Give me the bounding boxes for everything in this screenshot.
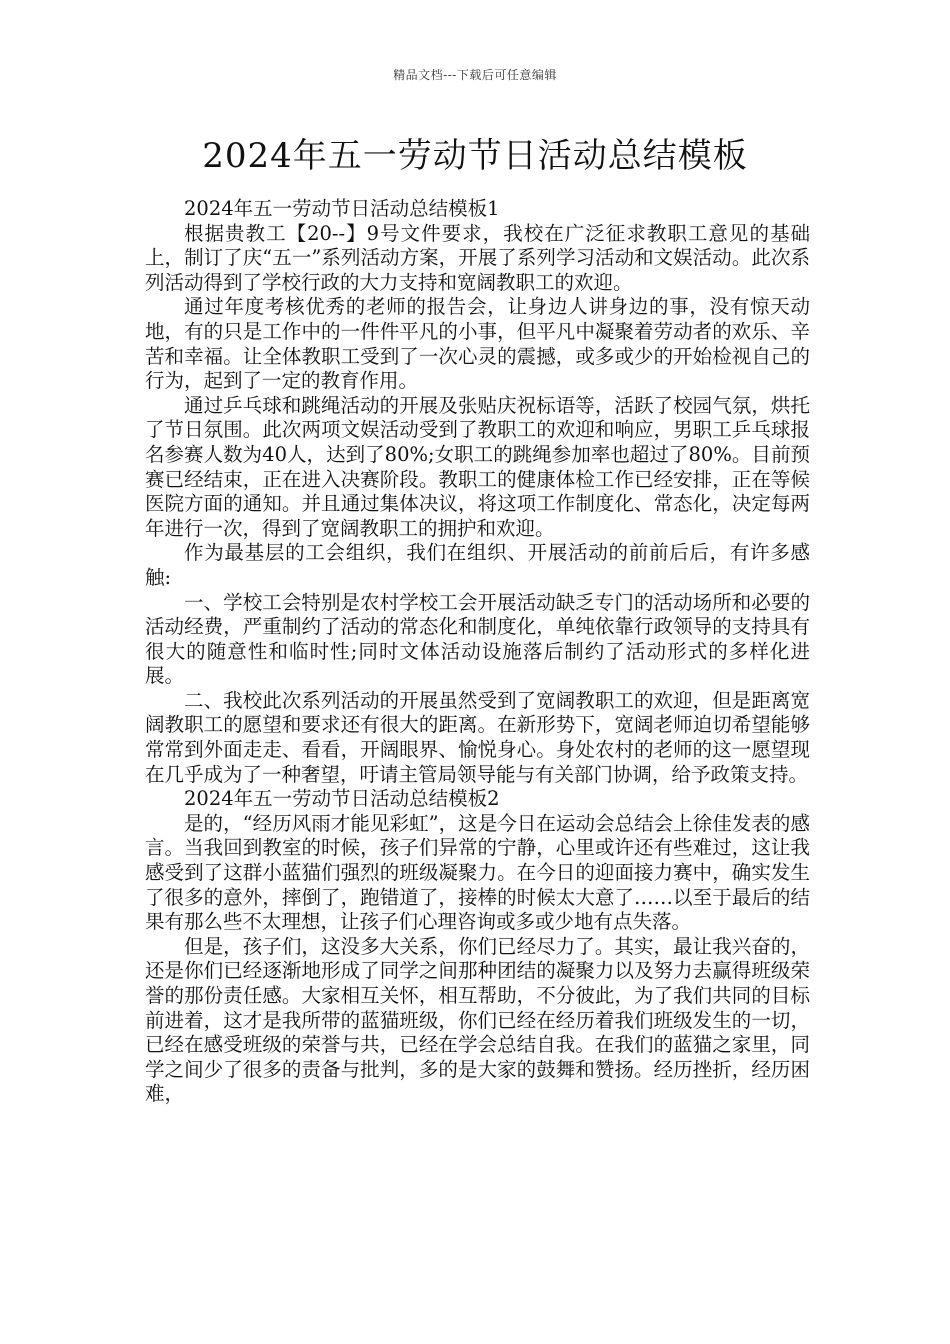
paragraph: 但是，孩子们，这没多大关系，你们已经尽力了。其实，最让我兴奋的，还是你们已经逐渐地形成了同学之间那种团结的凝聚力以及努力去赢得班级荣誉的那份责任感。大家相互关怀，相互帮助，不分彼此，为了我们共同的目标前进着，这才是我所带的蓝猫班级，你们已经在经历着我们班级发生的一切，已经在感受班级的荣誉与共，已经在学会总结自我。在我们的蓝猫之家里，同学之间少了很多的责备与批判，多的是大家的鼓舞和赞扬。经历挫折，经历困难， (145, 934, 810, 1106)
document-title: 2024年五一劳动节日活动总结模板 (202, 136, 748, 176)
section-heading-1: 2024年五一劳动节日活动总结模板1 (184, 197, 500, 220)
paragraph: 是的，“经历风雨才能见彩虹”，这是今日在运动会总结会上徐佳发表的感言。当我回到教室的时候，孩子们异常的宁静，心里或许还有些难过，这让我感受到了这群小蓝猫们强烈的班级凝聚力。在今日的迎面接力赛中，确实发生了很多的意外，摔倒了，跑错道了，接棒的时候太大意了……以至于最后的结果有那么些不太理想，让孩子们心理咨询或多或少地有点失落。 (145, 811, 810, 934)
page-header: 精品文档---下载后可任意编辑 (393, 68, 557, 82)
paragraph: 根据贵教工【20--】9号文件要求，我校在广泛征求教职工意见的基础上，制订了庆“五一”系列活动方案，开展了系列学习活动和文娱活动。此次系列活动得到了学校行政的大力支持和宽阔教职工的欢迎。 (145, 221, 810, 294)
section-heading-2: 2024年五一劳动节日活动总结模板2 (184, 787, 500, 811)
document-body (145, 197, 810, 1107)
paragraph: 通过乒乓球和跳绳活动的开展及张贴庆祝标语等，活跃了校园气氛，烘托了节日氛围。此次两项文娱活动受到了教职工的欢迎和响应，男职工乒乓球报名参赛人数为40人，达到了80%;女职工的跳绳参加率也超过了80%。目前预赛已经结束，正在进入决赛阶段。教职工的健康体检工作已经安排，正在等候医院方面的通知。并且通过集体决议，将这项工作制度化、常态化，决定每两年进行一次，得到了宽阔教职工的拥护和欢迎。 (145, 393, 810, 540)
paragraph: 作为最基层的工会组织，我们在组织、开展活动的前前后后，有许多感触: (145, 541, 810, 589)
paragraph: 一、学校工会特别是农村学校工会开展活动缺乏专门的活动场所和必要的活动经费，严重制约了活动的常态化和制度化，单纯依靠行政领导的支持具有很大的随意性和临时性;同时文体活动设施落后制约了活动形式的多样化进展。 (145, 590, 810, 688)
paragraph: 通过年度考核优秀的老师的报告会，让身边人讲身边的事，没有惊天动地，有的只是工作中的一件件平凡的小事，但平凡中凝聚着劳动者的欢乐、辛苦和幸福。让全体教职工受到了一次心灵的震撼，或多或少的开始检视自己的行为，起到了一定的教育作用。 (145, 295, 810, 393)
paragraph: 二、我校此次系列活动的开展虽然受到了宽阔教职工的欢迎，但是距离宽阔教职工的愿望和要求还有很大的距离。在新形势下，宽阔老师迫切希望能够常常到外面走走、看看，开阔眼界、愉悦身心。身处农村的老师的这一愿望现在几乎成为了一种奢望，吁请主管局领导能与有关部门协调，给予政策支持。 (145, 688, 810, 786)
